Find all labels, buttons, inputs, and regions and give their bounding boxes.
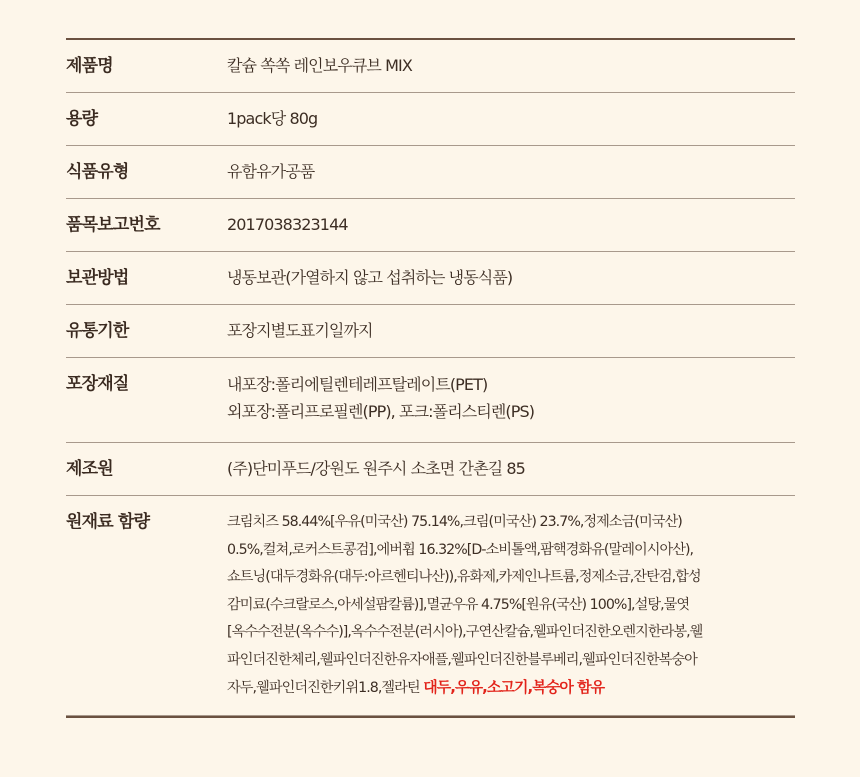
ingredients-line: 쇼트닝(대두경화유(대두:아르헨티나산)),유화제,카제인나트륨,정제소금,잔탄검,합성 — [227, 569, 701, 585]
value-food-type: 유함유가공품 — [227, 162, 315, 181]
value-report-number: 2017038323144 — [227, 215, 348, 234]
packaging-inner: 내포장:폴리에틸렌테레프탈레이트(PET) — [227, 375, 488, 394]
ingredients-line: 감미료(수크랄로스,아세설팜칼륨)],멸균우유 4.75%[원유(국산) 100%],설탕,물엿 — [227, 596, 690, 613]
value-manufacturer: (주)단미푸드/강원도 원주시 소초면 간촌길 85 — [227, 459, 525, 478]
row-ingredients — [66, 496, 795, 716]
label-report-number: 품목보고번호 — [66, 215, 160, 235]
label-capacity: 용량 — [66, 109, 98, 129]
ingredients-line-last — [227, 674, 795, 703]
label-packaging: 포장재질 — [66, 374, 129, 394]
value-packaging — [227, 371, 795, 425]
ingredients-line: 파인더진한체리,웰파인더진한유자애플,웰파인더진한블루베리,웰파인더진한복숭아 — [227, 651, 697, 668]
ingredients-tail: 자두,웰파인더진한키위1.8,젤라틴 — [227, 680, 424, 696]
label-ingredients: 원재료 함량 — [66, 512, 150, 532]
row-report-number — [66, 199, 795, 252]
value-expiry: 포장지별도표기일까지 — [227, 321, 373, 340]
allergen-notice: 대두,우유,소고기,복숭아 함유 — [423, 678, 605, 696]
row-manufacturer — [66, 443, 795, 496]
row-storage — [66, 252, 795, 305]
value-ingredients — [227, 509, 795, 703]
product-info-table — [66, 38, 795, 718]
row-expiry — [66, 305, 795, 358]
label-manufacturer: 제조원 — [66, 459, 113, 479]
label-storage: 보관방법 — [66, 268, 129, 288]
ingredients-line: [옥수수전분(옥수수)],옥수수전분(러시아),구연산칼슘,웰파인더진한오렌지한라봉,웰 — [227, 624, 703, 640]
row-packaging — [66, 358, 795, 443]
value-storage: 냉동보관(가열하지 않고 섭취하는 냉동식품) — [227, 268, 513, 287]
value-product-name: 칼슘 쏙쏙 레인보우큐브 MIX — [227, 56, 412, 75]
label-expiry: 유통기한 — [66, 321, 129, 341]
bottom-rule — [66, 716, 795, 718]
row-product-name — [66, 40, 795, 93]
label-food-type: 식품유형 — [66, 162, 129, 182]
ingredients-line: 크림치즈 58.44%[우유(미국산) 75.14%,크림(미국산) 23.7%,정제소금(미국산) — [227, 514, 682, 530]
row-capacity — [66, 93, 795, 146]
value-capacity: 1pack당 80g — [227, 109, 318, 128]
row-food-type — [66, 146, 795, 199]
ingredients-line: 0.5%,컬쳐,로커스트콩검],에버휩 16.32%[D-소비톨액,팜핵경화유(말레이시아산), — [227, 541, 694, 558]
label-product-name: 제품명 — [66, 56, 113, 76]
packaging-outer: 외포장:폴리프로필렌(PP), 포크:폴리스티렌(PS) — [227, 402, 535, 421]
